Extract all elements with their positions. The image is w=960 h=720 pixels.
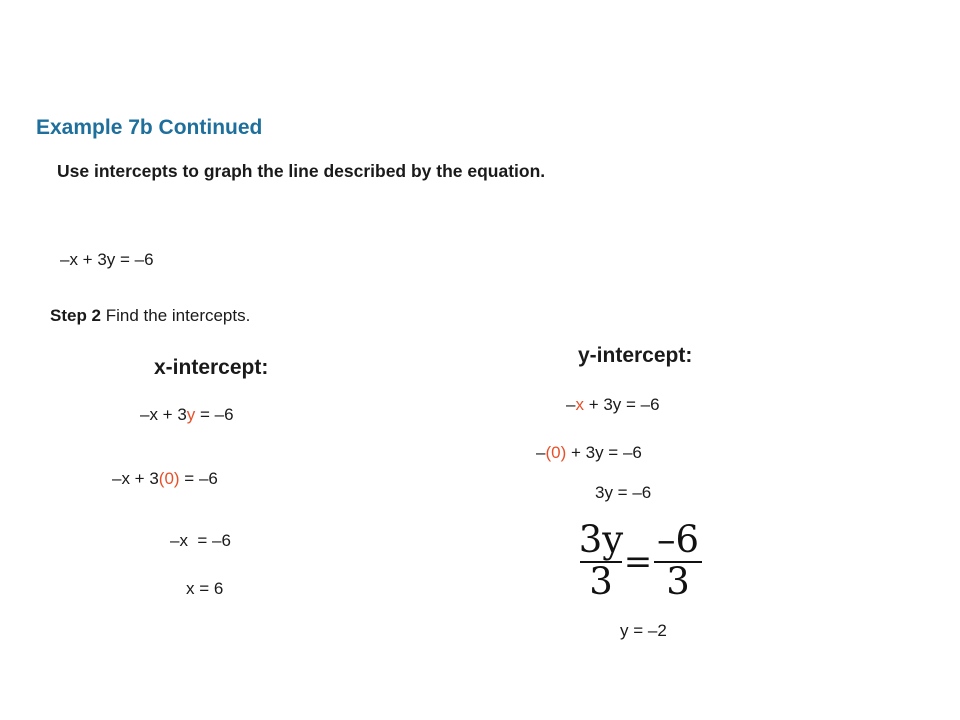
x-line1-part-c: = –6	[195, 405, 234, 424]
y-line1-highlight: x	[575, 395, 584, 414]
given-equation: –x + 3y = –6	[60, 250, 154, 269]
x-line2-part-c: = –6	[179, 469, 218, 488]
y-intercept-line-2	[536, 443, 642, 463]
division-fraction	[570, 518, 710, 598]
right-denominator: 3	[666, 560, 690, 598]
y-line2-part-a: –	[536, 443, 546, 462]
y-line2-part-c: + 3y = –6	[566, 443, 642, 462]
y-intercept-line-1	[566, 395, 660, 415]
step-label: Step 2	[50, 306, 102, 325]
x-intercept-result: x = 6	[186, 579, 224, 598]
y-intercept-result: y = –2	[620, 621, 667, 640]
left-denominator: 3	[589, 560, 613, 598]
right-numerator: –6	[656, 518, 700, 561]
fraction-equals: =	[623, 542, 653, 582]
x-line2-part-a: –x + 3	[112, 469, 159, 488]
left-numerator: 3y	[578, 518, 624, 561]
x-line2-highlight: (0)	[158, 469, 180, 488]
instruction-text: Use intercepts to graph the line described by the equation.	[57, 161, 546, 181]
fraction-svg	[570, 518, 710, 598]
x-line1-part-a: –x + 3	[140, 405, 187, 424]
x-line1-highlight: y	[186, 405, 196, 424]
x-intercept-line-2	[112, 469, 218, 489]
y-intercept-heading: y-intercept:	[578, 344, 693, 367]
x-intercept-heading: x-intercept:	[154, 356, 269, 379]
slide-title: Example 7b Continued	[36, 116, 263, 139]
step-description: Find the intercepts.	[101, 306, 251, 325]
y-line1-part-c: + 3y = –6	[583, 395, 660, 414]
y-intercept-line-3: 3y = –6	[595, 483, 652, 502]
x-intercept-line-3: –x = –6	[170, 531, 231, 550]
y-line2-highlight: (0)	[545, 443, 567, 462]
step-text	[50, 306, 250, 326]
y-line1-part-a: –	[566, 395, 576, 414]
x-intercept-line-1	[140, 405, 234, 425]
